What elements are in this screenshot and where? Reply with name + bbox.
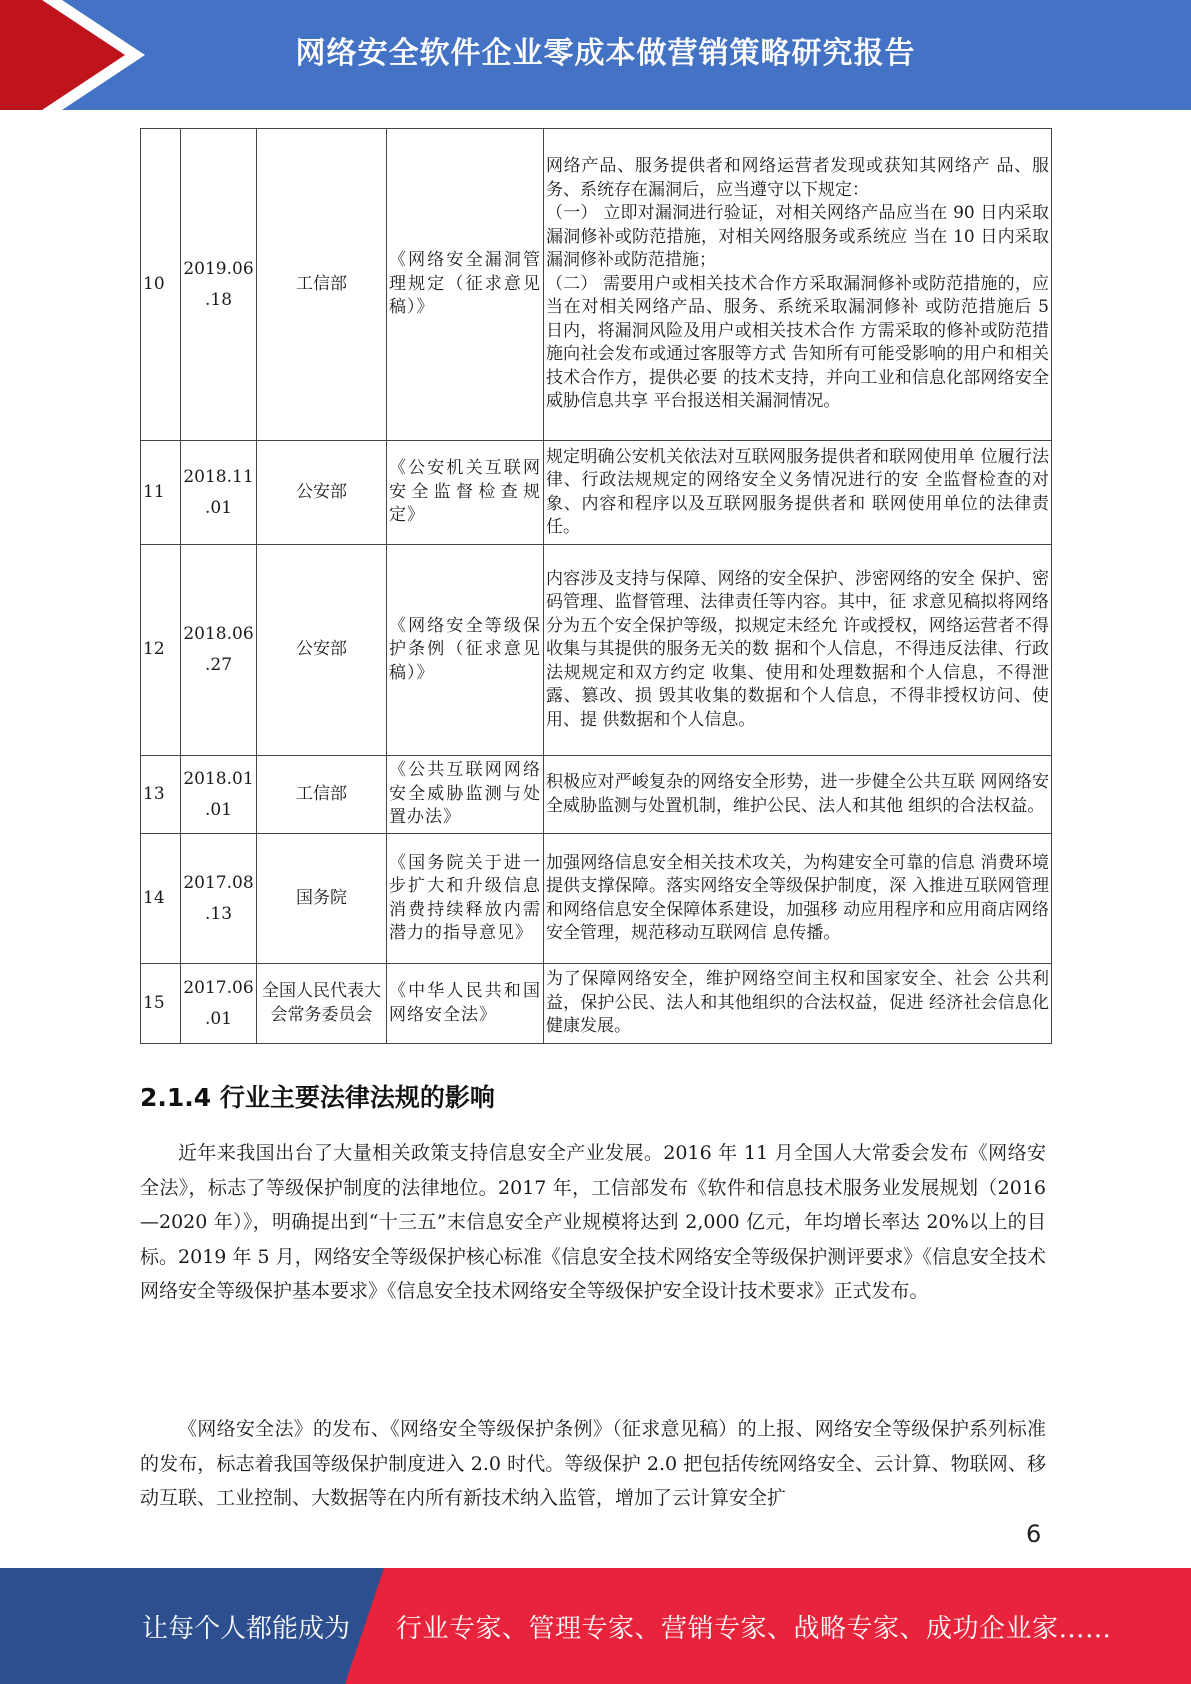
row-number: 15 [141, 964, 181, 1044]
row-department: 工信部 [257, 129, 387, 441]
row-date: 2018.11 .01 [181, 441, 257, 545]
row-date: 2018.06 .27 [181, 545, 257, 756]
row-content: 网络产品、服务提供者和网络运营者发现或获知其网络产 品、服务、系统存在漏洞后，应当遵守以下规定： （一） 立即对漏洞进行验证，对相关网络产品应当在 90 日内采取漏洞修补或防范措施，对相关网络服务或系统应 当在 10 日内采取漏洞修补或防范措施； （二） 需要用户或相关技术合作方采取漏洞修补或防范措施的，应当在对相关网络产品、服务、系统采取漏洞修补 或防范措施后 5 日内，将漏洞风险及用户或相关技术合作 方需采取的修补或防范措施向社会发布或通过客服等方式 告知所有可能受影响的用户和相关技术合作方，提供必要 的技术支持，并向工业和信息化部网络安全威胁信息共享 平台报送相关漏洞情况。 [544, 129, 1052, 441]
row-content: 为了保障网络安全，维护网络空间主权和国家安全、社会 公共利益，保护公民、法人和其他组织的合法权益，促进 经济社会信息化健康发展。 [544, 964, 1052, 1044]
row-number: 14 [141, 834, 181, 964]
row-content: 内容涉及支持与保障、网络的安全保护、涉密网络的安全 保护、密码管理、监督管理、法律责任等内容。其中，征 求意见稿拟将网络分为五个安全保护等级，拟规定未经允 许或授权，网络运营者不得收集与其提供的服务无关的数 据和个人信息，不得违反法律、行政法规规定和双方约定 收集、使用和处理数据和个人信息，不得泄露、篡改、损 毁其收集的数据和个人信息，不得非授权访问、使用、提 供数据和个人信息。 [544, 545, 1052, 756]
row-department: 公安部 [257, 441, 387, 545]
row-regulation-name: 《国务院关于进一步扩大和升级信息消费持续释放内需潜力的指导意见》 [387, 834, 544, 964]
row-date: 2017.08 .13 [181, 834, 257, 964]
header-chevron-icon [0, 0, 160, 110]
row-date: 2017.06 .01 [181, 964, 257, 1044]
row-number: 10 [141, 129, 181, 441]
row-regulation-name: 《中华人民共和国网络安全法》 [387, 964, 544, 1044]
row-regulation-name: 《公安机关互联网安全监督检查规定》 [387, 441, 544, 545]
row-date: 2018.01 .01 [181, 756, 257, 834]
row-number: 11 [141, 441, 181, 545]
row-number: 13 [141, 756, 181, 834]
footer-slogan-right: 行业专家、管理专家、营销专家、战略专家、成功企业家…… [396, 1614, 1112, 1644]
row-regulation-name: 《网络安全等级保护条例（征求意见稿）》 [387, 545, 544, 756]
paragraph-2: 《网络安全法》的发布、《网络安全等级保护条例》（征求意见稿）的上报、网络安全等级保护系列标准的发布，标志着我国等级保护制度进入 2.0 时代。等级保护 2.0 把包括传统网络安全、云计算、物联网、移动互联、工业控制、大数据等在内所有新技术纳入监管，增加了云计算安全扩 [140, 1418, 1046, 1509]
header-title: 网络安全软件企业零成本做营销策略研究报告 [295, 36, 916, 71]
row-department: 公安部 [257, 545, 387, 756]
page-number: 6 [1026, 1520, 1042, 1548]
table-row [141, 129, 1052, 441]
page-header [0, 0, 1191, 110]
paragraph-1: 近年来我国出台了大量相关政策支持信息安全产业发展。2016 年 11 月全国人大常委会发布《网络安全法》，标志了等级保护制度的法律地位。2017 年，工信部发布《软件和信息技术服务业发展规划（2016—2020 年）》，明确提出到“十三五”末信息安全产业规模将达到 2,000 亿元，年均增长率达 20%以上的目标。2019 年 5 月，网络安全等级保护核心标准《信息安全技术网络安全等级保护测评要求》《信息安全技术网络安全等级保护基本要求》《信息安全技术网络安全等级保护安全设计技术要求》正式发布。 [140, 1142, 1046, 1302]
row-content: 加强网络信息安全相关技术攻关，为构建安全可靠的信息 消费环境提供支撑保障。落实网络安全等级保护制度，深 入推进互联网管理和网络信息安全保障体系建设，加强移 动应用程序和应用商店网络安全管理，规范移动互联网信 息传播。 [544, 834, 1052, 964]
page-footer [0, 1568, 1191, 1684]
row-department: 工信部 [257, 756, 387, 834]
row-date: 2019.06 .18 [181, 129, 257, 441]
table-row [141, 834, 1052, 964]
row-regulation-name: 《网络安全漏洞管理规定（征求意见稿）》 [387, 129, 544, 441]
table-row [141, 441, 1052, 545]
row-number: 12 [141, 545, 181, 756]
row-content: 规定明确公安机关依法对互联网服务提供者和联网使用单 位履行法律、行政法规规定的网络安全义务情况进行的安 全监督检查的对象、内容和程序以及互联网服务提供者和 联网使用单位的法律责任。 [544, 441, 1052, 545]
row-department: 全国人民代表大会常务委员会 [257, 964, 387, 1044]
regulations-table [140, 128, 1052, 1044]
row-department: 国务院 [257, 834, 387, 964]
table-row [141, 756, 1052, 834]
footer-slogan-left: 让每个人都能成为 [142, 1614, 351, 1644]
section-heading: 2.1.4 行业主要法律法规的影响 [140, 1083, 495, 1112]
table-row [141, 964, 1052, 1044]
row-content: 积极应对严峻复杂的网络安全形势，进一步健全公共互联 网网络安全威胁监测与处置机制，维护公民、法人和其他 组织的合法权益。 [544, 756, 1052, 834]
row-regulation-name: 《公共互联网网络安全威胁监测与处置办法》 [387, 756, 544, 834]
table-row [141, 545, 1052, 756]
